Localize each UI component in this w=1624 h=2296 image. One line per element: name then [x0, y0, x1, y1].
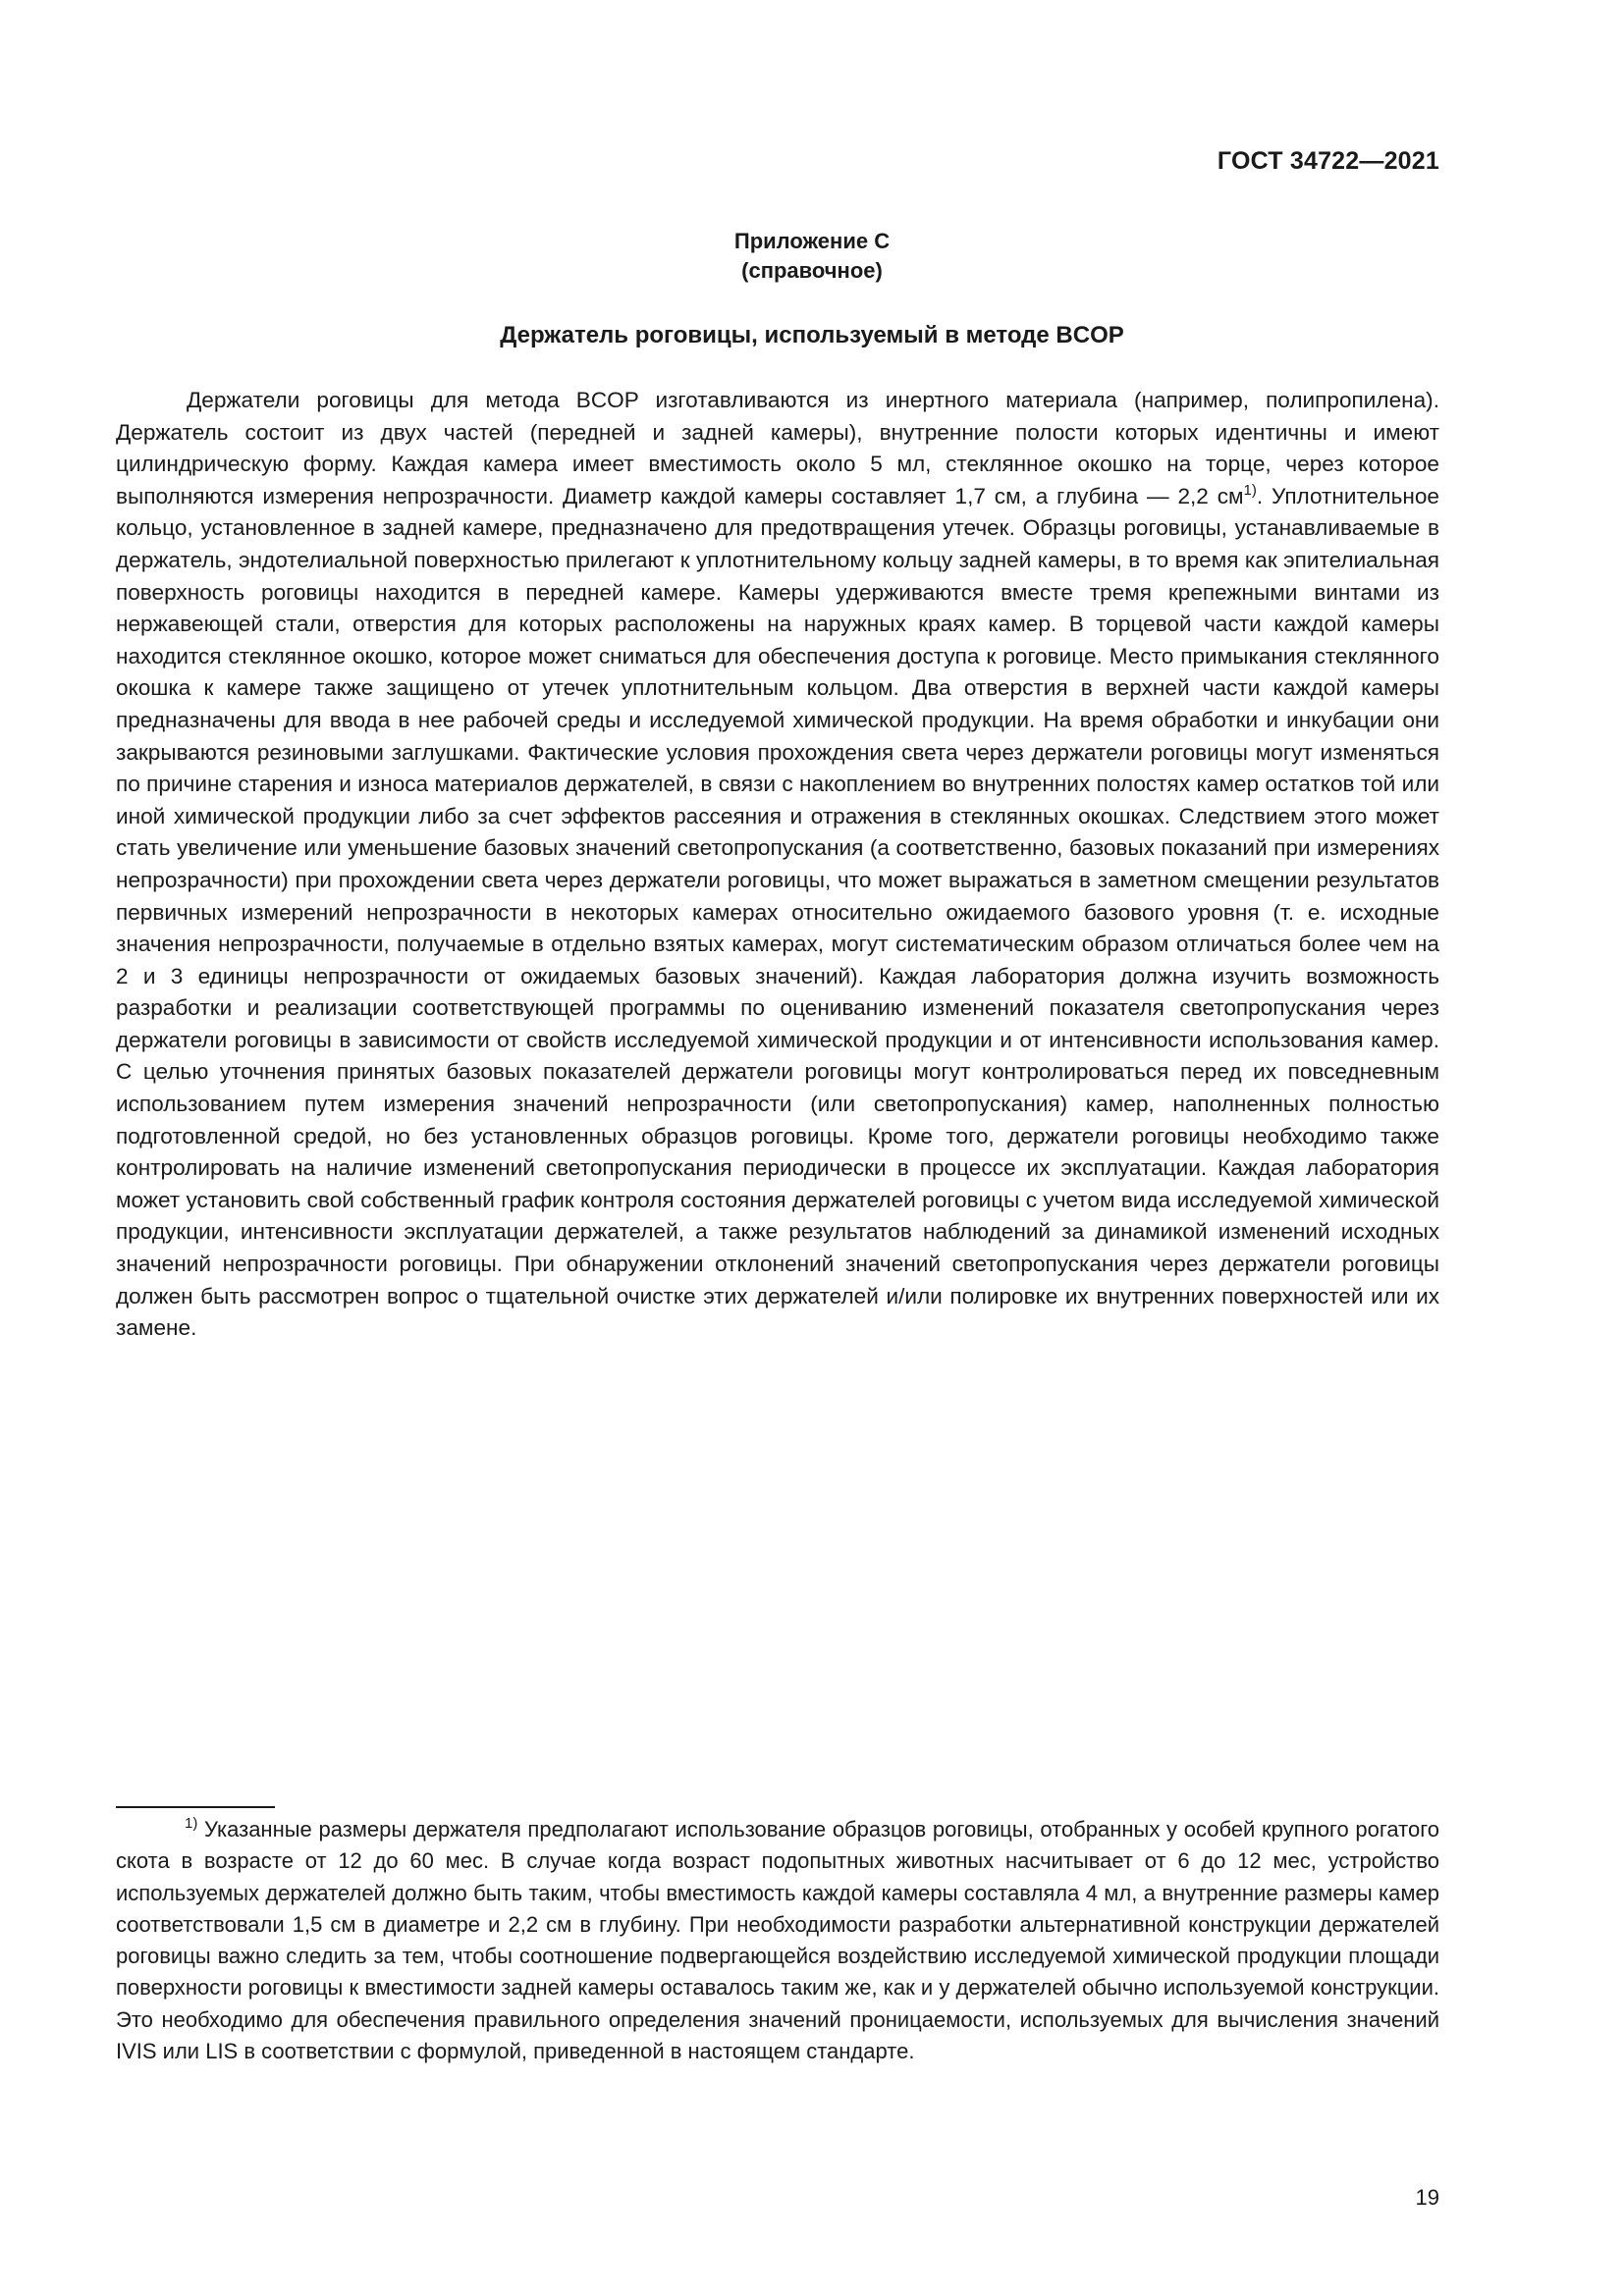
- footnote-reference: 1): [1243, 481, 1257, 499]
- standard-code-header: ГОСТ 34722—2021: [1217, 147, 1439, 175]
- body-text-part-2: . Уплотнительное кольцо, установленное в задней камере, предназначено для предотвращения утечек. Образцы роговицы, устанавливаемые в держатель, эндотелиальной поверхностью прилегают к уплотнительному кольцу задней камеры, в то время как эпителиальная поверхность роговицы находится в передней камере. Камеры удерживаются вместе тремя крепежными винтами из нержавеющей стали, отверстия для которых расположены на наружных краях камер. В торцевой части каждой камеры находится стеклянное окошко, которое может сниматься для обеспечения доступа к роговице. Место примыкания стеклянного окошка к камере также защищено от утечек уплотнительным кольцом. Два отверстия в верхней части каждой камеры предназначены для ввода в нее рабочей среды и исследуемой химической продукции. На время обработки и инкубации они закрываются резиновыми заглушками. Фактические условия прохождения света через держатели роговицы могут изменяться по причине старения и износа материалов держателей, в связи с накоплением во внутренних полостях камер остатков той или иной химической продукции либо за счет эффектов рассеяния и отражения в стеклянных окошках. Следствием этого может стать увеличение или уменьшение базовых значений светопропускания (а соответственно, базовых показаний при измерениях непрозрачности) при прохождении света через держатели роговицы, что может выражаться в заметном смещении результатов первичных измерений непрозрачности в некоторых камерах относительно ожидаемого базового уровня (т. е. исходные значения непрозрачности, получаемые в отдельно взятых камерах, могут систематическим образом отличаться более чем на 2 и 3 единицы непрозрачности от ожидаемых базовых значений). Каждая лаборатория должна изучить возможность разработки и реализации соответствующей программы по оцениванию изменений показателя светопропускания через держатели роговицы в зависимости от свойств исследуемой химической продукции и от интенсивности использования камер. С целью уточнения принятых базовых показателей держатели роговицы могут контролироваться перед их повседневным использованием путем измерения значений непрозрачности (или светопропускания) камер, наполненных полностью подготовленной средой, но без установленных образцов роговицы. Кроме того, держатели роговицы необходимо также контролировать на наличие изменений светопропускания периодически в процессе их эксплуатации. Каждая лаборатория может установить свой собственный график контроля состояния держателей роговицы с учетом вида исследуемой химической продукции, интенсивности эксплуатации держателей, а также результатов наблюдений за динамикой изменений исходных значений непрозрачности роговицы. При обнаружении отклонений значений светопропускания через держатели роговицы должен быть рассмотрен вопрос о тщательной очистке этих держателей и/или полировке их внутренних поверхностей или их замене.: [116, 483, 1439, 1341]
- body-text-part-1: Держатели роговицы для метода BCOP изготавливаются из инертного материала (например, полипропилена). Держатель состоит из двух частей (передней и задней камеры), внутренние полости которых идентичны и имеют цилиндрическую форму. Каждая камера имеет вместимость около 5 мл, стеклянное окошко на торце, через которое выполняются измерения непрозрачности. Диаметр каждой камеры составляет 1,7 см, а глубина — 2,2 см: [116, 388, 1439, 508]
- appendix-kind: (справочное): [741, 258, 883, 283]
- appendix-heading: [0, 227, 1624, 286]
- footnote-separator: [116, 1806, 275, 1808]
- appendix-label: Приложение С: [733, 229, 891, 253]
- footnote: [116, 1814, 1439, 2067]
- section-title: Держатель роговицы, используемый в методе BCOP: [500, 322, 1124, 348]
- body-paragraph: [116, 385, 1439, 1345]
- page-number: 19: [1415, 2185, 1439, 2210]
- footnote-marker: 1): [185, 1815, 198, 1832]
- footnote-text: Указанные размеры держателя предполагают использование образцов роговицы, отобранных у особей крупного рогатого скота в возрасте от 12 до 60 мес. В случае когда возраст подопытных животных насчитывает от 6 до 12 мес, устройство используемых держателей должно быть таким, чтобы вместимость каждой камеры составляла 4 мл, а внутренние размеры камер соответствовали 1,5 см в диаметре и 2,2 см в глубину. При необходимости разработки альтернативной конструкции держателей роговицы важно следить за тем, чтобы соотношение подвергающейся воздействию исследуемой химической продукции площади поверхности роговицы к вместимости задней камеры оставалось таким же, как и у держателей обычно используемой конструкции. Это необходимо для обеспечения правильного определения значений проницаемости, используемых для вычисления значений IVIS или LIS в соответствии с формулой, приведенной в настоящем стандарте.: [116, 1817, 1439, 2064]
